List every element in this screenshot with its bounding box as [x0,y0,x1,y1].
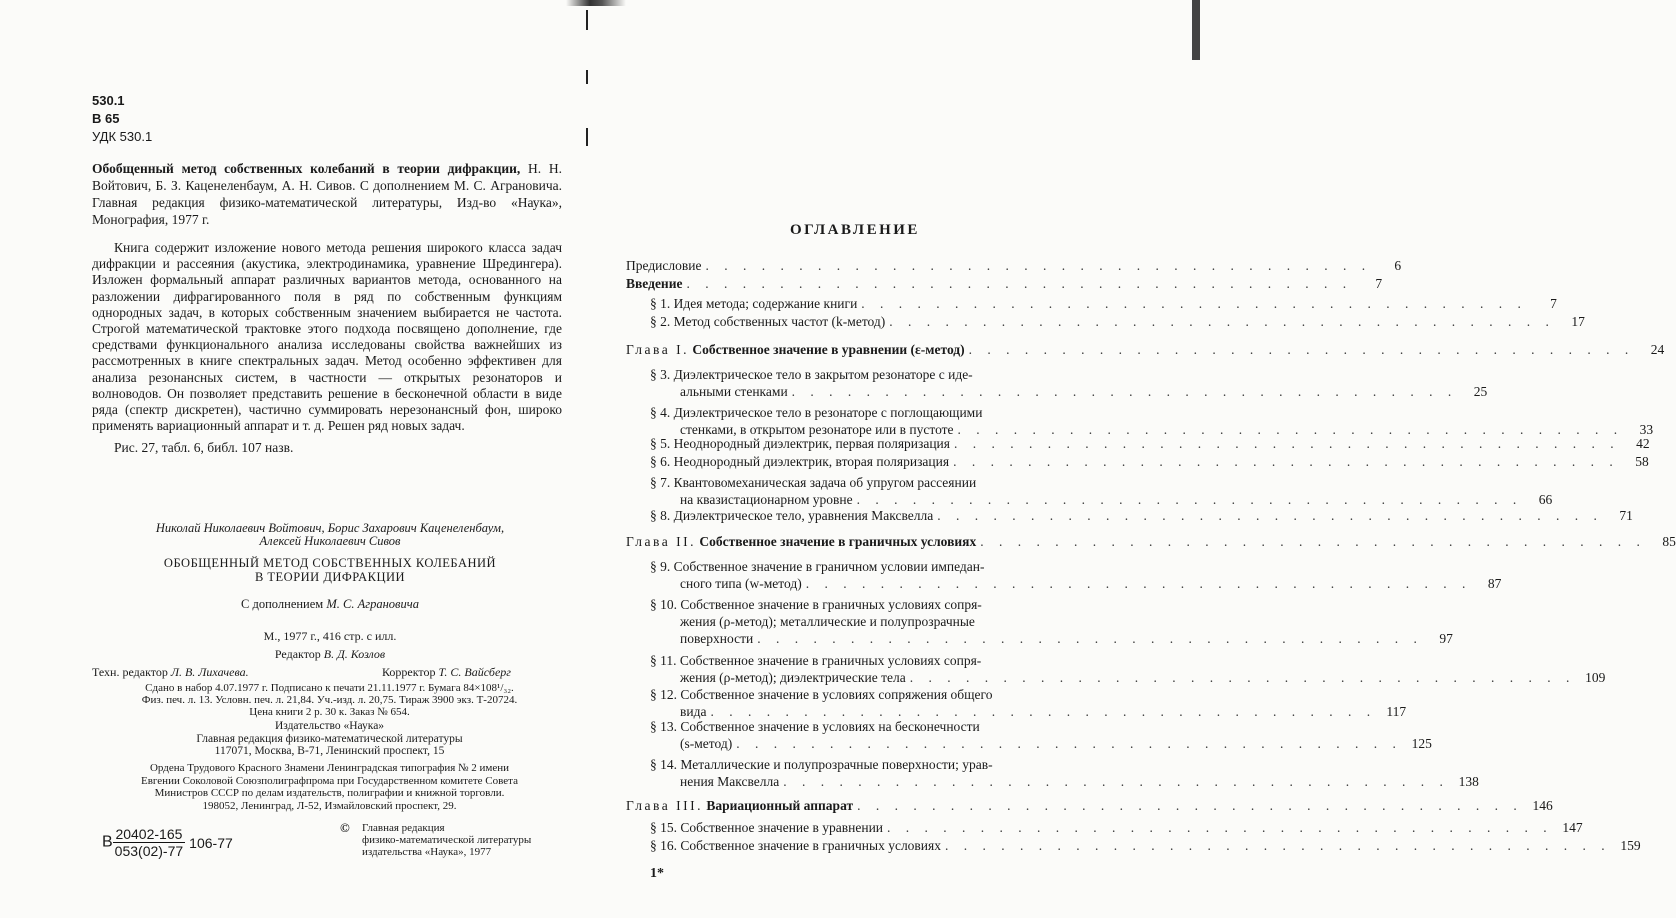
toc-entry [650,558,1502,592]
toc-page-number: 109 [1585,670,1606,685]
toc-leader: . . . . . . . . . . . . . . . . . . . . . . . . . . . . . . . . . . . . [857,798,1523,813]
chapter-title: Собственное значение в граничных условиях [699,534,977,549]
toc-entry-label-cont: жения (ρ-метод); диэлектрические тела [680,670,906,685]
toc-leader: . . . . . . . . . . . . . . . . . . . . . . . . . . . . . . . . . . . . [980,534,1646,549]
toc-entry [650,756,1479,790]
toc-entry-label: § 15. Собственное значение в уравнении [650,820,884,835]
toc-entry-label: § 12. Собственное значение в условиях сопряжения общего [650,687,993,702]
toc-entry-label: § 11. Собственное значение в граничных условиях сопря- [650,653,982,668]
toc-leader: . . . . . . . . . . . . . . . . . . . . . . . . . . . . . . . . . . . . [791,384,1458,399]
toc-page-number: 117 [1386,704,1407,719]
authors-line: Алексей Николаевич Сивов [259,534,401,548]
toc-leader: . . . . . . . . . . . . . . . . . . . . . . . . . . . . . . . . . . . . [953,454,1619,469]
copyright-line: Главная редакция [362,822,445,834]
toc-entry-label: § 9. Собственное значение в граничном условии импедан- [650,559,985,574]
editor-name: В. Д. Козлов [323,647,386,661]
toc-leader: . . . . . . . . . . . . . . . . . . . . . . . . . . . . . . . . . . . . [968,342,1635,357]
price-denominator: 053(02)-77 [114,843,184,859]
abstract [92,240,562,434]
book-title [90,556,570,584]
toc-leader: . . . . . . . . . . . . . . . . . . . . . . . . . . . . . . . . . . . . [889,314,1555,329]
tech-editor-row [92,665,572,680]
pages-info: М., 1977 г., 416 стр. с илл. [263,629,397,643]
toc-page-number: 7 [1375,276,1383,291]
toc-page-number: 146 [1532,798,1553,813]
toc-page-number: 71 [1619,508,1633,523]
toc-page-number: 147 [1562,820,1583,835]
print-line: Сдано в набор 4.07.1977 г. Подписано к печати 21.11.1977 г. Бумага 84×108¹/₃₂. [145,682,514,694]
toc-entry-label-cont: на квазистационарном уровне [680,492,853,507]
toc-entry-label-cont: вида [680,704,707,719]
toc-entry-label: Предисловие [626,258,702,273]
price-code [102,826,233,859]
toc-leader: . . . . . . . . . . . . . . . . . . . . . . . . . . . . . . . . . . . . [957,422,1624,437]
print-line: Физ. печ. л. 13. Условн. печ. л. 21,84. Уч.-изд. л. 20,75. Тираж 3900 экз. Т-20724. [141,694,518,706]
toc-entry [650,404,1654,438]
toc-entry-label-cont: нения Максвелла [680,774,780,789]
udc-codes [92,92,152,146]
supplement [90,598,570,611]
chapter-label: Глава III. [626,798,703,813]
publisher-line: Главная редакция физико-математической литературы [196,732,463,745]
toc-entry [650,296,1557,312]
gutter-mark [586,70,588,84]
toc-entry [650,718,1432,752]
corrector [382,665,511,680]
toc-entry-label: § 6. Неоднородный диэлектрик, вторая поляризация [650,454,950,469]
udc-line: В 65 [92,111,120,126]
tech-prefix: Техн. редактор [92,665,168,679]
page-folio: 1* [650,866,664,881]
chapter-label: Глава II. [626,534,696,549]
publisher-line: 117071, Москва, В-71, Ленинский проспект, 15 [214,745,445,757]
copyright-line: издательства «Наука», 1977 [362,846,492,858]
typo-line: Ордена Трудового Красного Знамени Ленинградская типография № 2 имени [149,762,510,774]
toc-entry [626,342,1665,358]
toc-page-number: 58 [1635,454,1649,469]
toc-leader: . . . . . . . . . . . . . . . . . . . . . . . . . . . . . . . . . . . . [945,838,1611,853]
price-fraction [113,826,186,859]
toc-page-number: 24 [1650,342,1665,357]
toc-entry-label-cont: альными стенками [680,384,788,399]
toc-entry [650,686,1407,720]
left-page [0,0,600,918]
publisher-line: Издательство «Наука» [274,720,385,732]
right-page [600,0,1676,918]
corrector-prefix: Корректор [382,665,436,679]
copyright-icon: © [340,820,350,835]
toc-entry-label: § 14. Металлические и полупрозрачные поверхности; урав- [650,757,993,772]
toc-leader: . . . . . . . . . . . . . . . . . . . . . . . . . . . . . . . . . . . . [710,704,1377,719]
toc-leader: . . . . . . . . . . . . . . . . . . . . . . . . . . . . . . . . . . . . [909,670,1576,685]
gutter-mark [586,128,588,146]
editor [90,648,570,661]
toc-entry-label-cont: поверхности [680,631,754,646]
toc-entry [650,436,1650,452]
authors-line: Николай Николаевич Войтович, Борис Захарович Каценеленбаум, [155,521,505,535]
toc-page-number: 42 [1636,436,1650,451]
toc-entry [650,820,1583,836]
tech-name: Л. В. Лихачева. [170,665,249,679]
supplement-name: М. С. Аграновича [326,597,419,611]
toc-entry [650,652,1606,686]
editor-prefix: Редактор [274,647,321,661]
toc-entry-label-cont: сного типа (w-метод) [680,576,802,591]
price-code-suffix: 106-77 [189,834,233,851]
book-title-line: В ТЕОРИИ ДИФРАКЦИИ [254,570,406,584]
toc-page-number: 138 [1458,774,1479,789]
toc-entry-label: § 8. Диэлектрическое тело, уравнения Максвелла [650,508,934,523]
udc-line: УДК 530.1 [92,129,153,144]
toc-title: ОГЛАВЛЕНИЕ [790,222,920,238]
toc-entry [650,474,1553,508]
toc-entry-label: § 1. Идея метода; содержание книги [650,296,858,311]
toc-entry-label-cont: жения (ρ-метод); металлические и полупрозрачные [680,614,975,629]
authors-full-names [90,522,570,548]
chapter-label: Глава I. [626,342,689,357]
toc-leader: . . . . . . . . . . . . . . . . . . . . . . . . . . . . . . . . . . . . [937,508,1603,523]
toc-entry-label: § 10. Собственное значение в граничных условиях сопря- [650,597,982,612]
toc-entry-label: § 3. Диэлектрическое тело в закрытом резонаторе с иде- [650,367,973,382]
udc-line: 530.1 [92,93,125,108]
price-lead: В [102,833,113,851]
chapter-title: Собственное значение в уравнении (ε-метод) [692,342,965,357]
toc-page-number: 17 [1571,314,1585,329]
abstract-text: Книга содержит изложение нового метода решения широкого класса задач дифракции и рассеяния (акустика, электродинамика, уравнение Шредингера). Изложен формальный аппарат различных вариантов метода, основанного на разложении дифрагированного поля в ряд по собственным функциям однородных задач, в которых собственным значением выбирается не частота. Строгой математической трактовке этого подхода посвящено дополнение, где средствами функционального анализа исследованы свойства важнейших из рассмотренных в книге спектральных задач. Метод особенно эффективен для анализа резонансных систем, в частности — открытых резонаторов и волноводов. Он позволяет представить решение в бесконечной области в виде ряда (спектр дискретен), частично суммировать нерезонансный фон, широко применять вариационный аппарат и т. д. Решен ряд новых задач. [92,240,562,434]
toc-leader: . . . . . . . . . . . . . . . . . . . . . . . . . . . . . . . . . . . . [805,576,1472,591]
toc-page-number: 25 [1473,384,1488,399]
toc-page-number: 159 [1620,838,1641,853]
toc-page-number: 87 [1487,576,1502,591]
toc-page-number: 66 [1538,492,1553,507]
toc-entry [650,596,1453,647]
corrector-name: Т. С. Вайсберг [438,665,511,679]
toc-entry [626,798,1553,814]
price-numerator: 20402-165 [113,826,186,843]
biblio-rest: Н. Н. Войтович, Б. З. Каценеленбаум, А. Н. Сивов. С дополнением М. С. Аграновича. Главная редакция физико-математической литературы, Изд-во «Наука», Монография, 1977 г. [92,161,562,227]
toc-page-number: 7 [1550,296,1557,311]
toc-entry [650,838,1641,854]
toc-entry [650,508,1633,524]
typo-line: Министров СССР по делам издательств, полиграфии и книжной торговли. [154,787,505,799]
toc-page-number: 125 [1411,736,1432,751]
toc-entry-label-cont: (s-метод) [680,736,733,751]
toc-page-number: 97 [1439,631,1453,646]
book-title-line: ОБОБЩЕННЫЙ МЕТОД СОБСТВЕННЫХ КОЛЕБАНИЙ [163,556,497,570]
toc-leader: . . . . . . . . . . . . . . . . . . . . . . . . . . . . . . . . . . . . [686,276,1353,291]
supplement-prefix: С дополнением [241,597,324,611]
toc-leader: . . . . . . . . . . . . . . . . . . . . . . . . . . . . . . . . . . . . [856,492,1523,507]
toc-page-number: 6 [1394,258,1402,273]
chapter-heading [626,534,976,550]
typo-line: 198052, Ленинград, Л-52, Измайловский проспект, 29. [202,799,457,812]
toc-entry-label: § 2. Метод собственных частот (k-метод) [650,314,886,329]
publisher [92,720,567,758]
print-line: Цена книги 2 р. 30 к. Заказ № 654. [249,706,410,718]
toc-entry-label-cont: стенками, в открытом резонаторе или в пустоте [680,422,954,437]
toc-entry [650,454,1649,470]
chapter-heading [626,798,853,814]
toc-entry-label: § 13. Собственное значение в условиях на бесконечности [650,719,980,734]
gutter-mark [586,10,588,30]
toc-leader: . . . . . . . . . . . . . . . . . . . . . . . . . . . . . . . . . . . . [757,631,1423,646]
toc-entry-label: § 5. Неоднородный диэлектрик, первая поляризация [650,436,950,451]
copyright-line: физико-математической литературы [362,834,532,846]
toc-entry [650,314,1585,330]
toc-entry [626,258,1402,274]
print-details [92,682,567,718]
toc-entry-label: Введение [626,276,683,291]
toc-entry-label: § 4. Диэлектрическое тело в резонаторе с поглощающими [650,405,983,420]
biblio-title: Обобщенный метод собственных колебаний в теории дифракции, [92,161,521,176]
chapter-title: Вариационный аппарат [706,798,854,813]
copyright [340,822,531,858]
typo-line: Евгении Соколовой Союзполиграфпрома при Государственном комитете Совета [141,774,518,787]
toc-entry [626,276,1383,292]
toc-entry-label: § 16. Собственное значение в граничных условиях [650,838,941,853]
typography [92,762,567,812]
toc-entry [650,366,1488,400]
toc-leader: . . . . . . . . . . . . . . . . . . . . . . . . . . . . . . . . . . . . [736,736,1402,751]
toc-leader: . . . . . . . . . . . . . . . . . . . . . . . . . . . . . . . . . . . . [861,296,1527,311]
toc-leader: . . . . . . . . . . . . . . . . . . . . . . . . . . . . . . . . . . . . [887,820,1553,835]
bibliographic-description [92,160,562,228]
toc-leader: . . . . . . . . . . . . . . . . . . . . . . . . . . . . . . . . . . . . [783,774,1449,789]
chapter-heading [626,342,965,358]
toc-page-number: 85 [1662,534,1676,549]
toc-leader: . . . . . . . . . . . . . . . . . . . . . . . . . . . . . . . . . . . . [954,436,1620,451]
toc-entry [626,534,1676,550]
figures-count: Рис. 27, табл. 6, библ. 107 назв. [114,440,294,455]
toc-entry-label: § 7. Квантовомеханическая задача об упругом рассеянии [650,475,977,490]
toc-page-number: 33 [1639,422,1654,437]
toc-leader: . . . . . . . . . . . . . . . . . . . . . . . . . . . . . . . . . . . . [705,258,1372,273]
